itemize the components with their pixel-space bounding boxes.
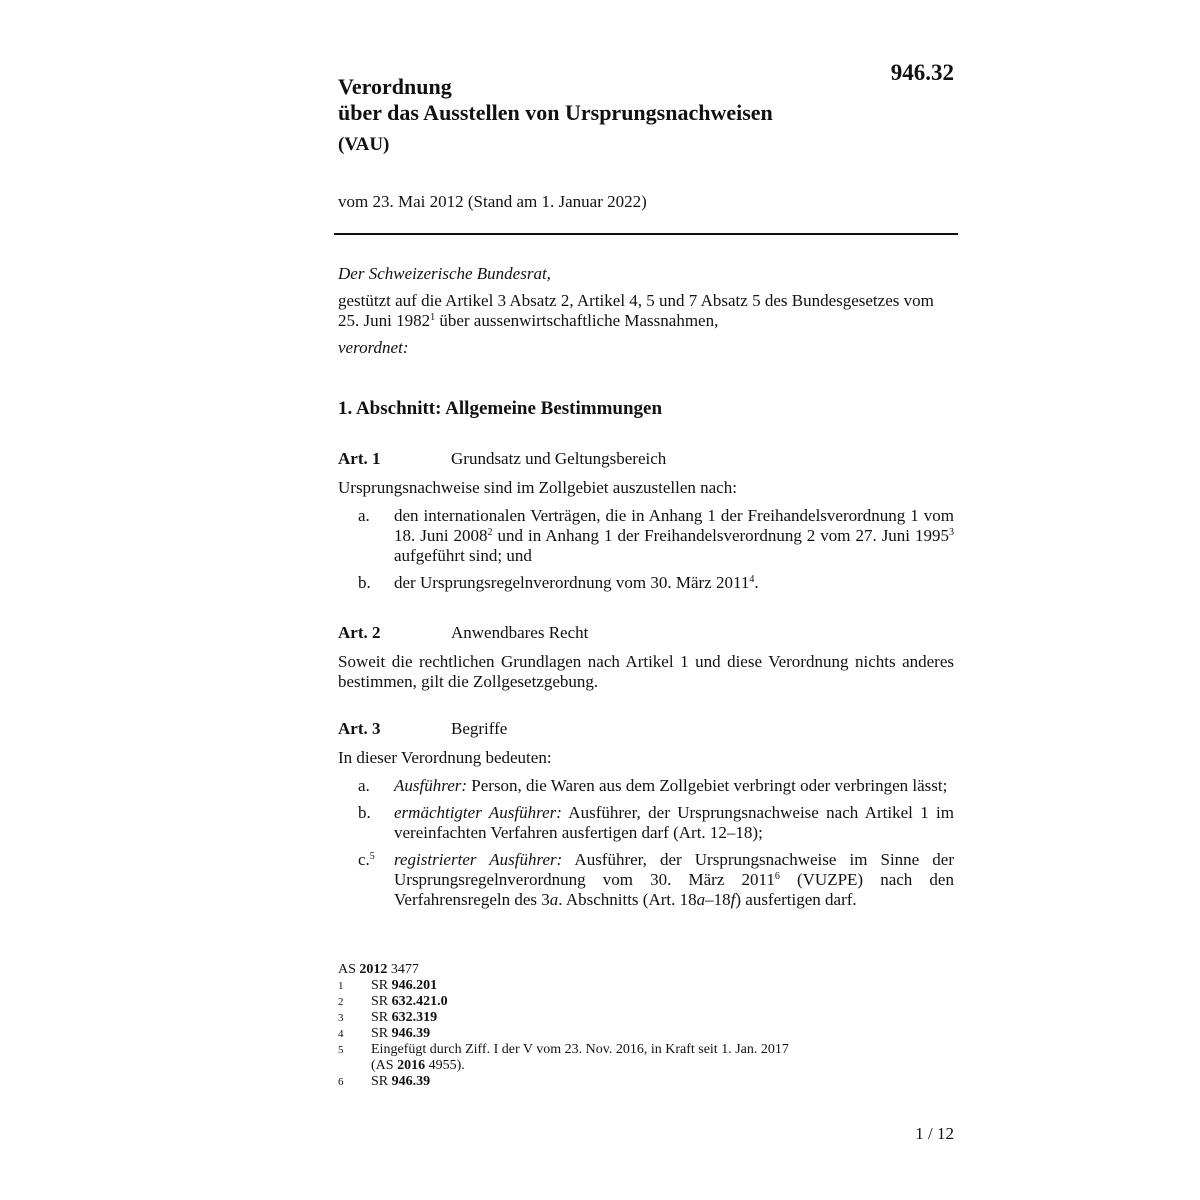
preamble-verb: verordnet: [338,338,409,357]
list-item: a. Ausführer: Person, die Waren aus dem Zollgebiet verbringt oder verbringen lässt; [358,776,948,795]
article-3-heading [338,719,507,739]
title-line-1: Verordnung [338,74,452,99]
title-line-2: über das Ausstellen von Ursprungsnachweisen [338,100,773,125]
article-1-intro: Ursprungsnachweise sind im Zollgebiet auszustellen nach: [338,478,737,497]
date-line: vom 23. Mai 2012 (Stand am 1. Januar 2022) [338,192,647,211]
article-1-list [358,506,954,600]
page-number: 1 / 12 [915,1124,954,1143]
footnote-ref-4[interactable]: 4 [749,574,755,585]
preamble-authority: Der Schweizerische Bundesrat, [338,264,551,283]
article-3-list [358,776,954,917]
preamble-basis: gestützt auf die Artikel 3 Absatz 2, Artikel 4, 5 und 7 Absatz 5 des Bundesgesetzes vom 25. Juni 1982$^1$ über aussenwirtschaftliche Massnahmen, [338,291,934,330]
footnote-4: 4 SR 946.39 [338,1026,431,1041]
document-page [338,0,958,1200]
footnotes [338,962,958,1090]
list-item: c.$^5$ registrierter Ausführer: Ausführer, der Ursprungsnachweise im Sinne der Ursprungsregelnverordnung vom 30. März 2011$^6$ (VUZPE) nach den Verfahrensregeln des 3a. Abschnitts (Art. 18a–18f) ausfertigen darf. [358,850,954,909]
footnote-ref-6[interactable]: 6 [774,871,780,882]
list-item: b. ermächtigter Ausführer: Ausführer, der Ursprungsnachweise nach Artikel 1 im vereinfachten Verfahren ausfertigen darf (Art. 12–18); [358,803,954,842]
footnote-3: 3 SR 632.319 [338,1010,438,1025]
article-1-number: Art. 1 [338,449,381,468]
footnote-ref-3[interactable]: 3 [949,527,954,538]
article-1-heading [338,449,666,469]
article-2-text: Soweit die rechtlichen Grundlagen nach Artikel 1 und diese Verordnung nichts anderes bestimmen, gilt die Zollgesetzgebung. [338,652,954,691]
article-1-title: Grundsatz und Geltungsbereich [451,449,667,468]
article-3-number: Art. 3 [338,719,381,738]
footnote-ref-5[interactable]: 5 [369,851,375,862]
article-2-number: Art. 2 [338,623,381,642]
as-reference: AS 2012 3477 [338,962,419,977]
article-3-title: Begriffe [451,719,508,738]
section-heading: 1. Abschnitt: Allgemeine Bestimmungen [338,398,663,419]
footnote-1: 1 SR 946.201 [338,978,438,993]
footnote-2: 2 SR 632.421.0 [338,994,448,1009]
footnote-ref-1[interactable]: 1 [430,312,436,323]
list-item: a. den internationalen Verträgen, die in Anhang 1 der Freihandelsverordnung 1 vom 18. Juni 2008$^2$ und in Anhang 1 der Freihandelsverordnung 2 vom 27. Juni 1995$^3$ aufgeführt sind; und [358,506,954,565]
document-title [338,74,773,158]
article-3-intro: In dieser Verordnung bedeuten: [338,748,552,767]
list-item: b. der Ursprungsregelnverordnung vom 30. März 2011$^4$. [358,573,759,592]
article-2-title: Anwendbares Recht [451,623,589,642]
footnote-ref-2[interactable]: 2 [487,527,493,538]
footnote-5: 5 Eingefügt durch Ziff. I der V vom 23. Nov. 2016, in Kraft seit 1. Jan. 2017 (AS 2016 4955). [338,1042,789,1073]
title-abbreviation: (VAU) [338,134,390,155]
article-2-heading [338,623,588,643]
header-divider [334,233,958,235]
footnote-6: 6 SR 946.39 [338,1074,431,1089]
sr-number: 946.32 [890,60,954,85]
